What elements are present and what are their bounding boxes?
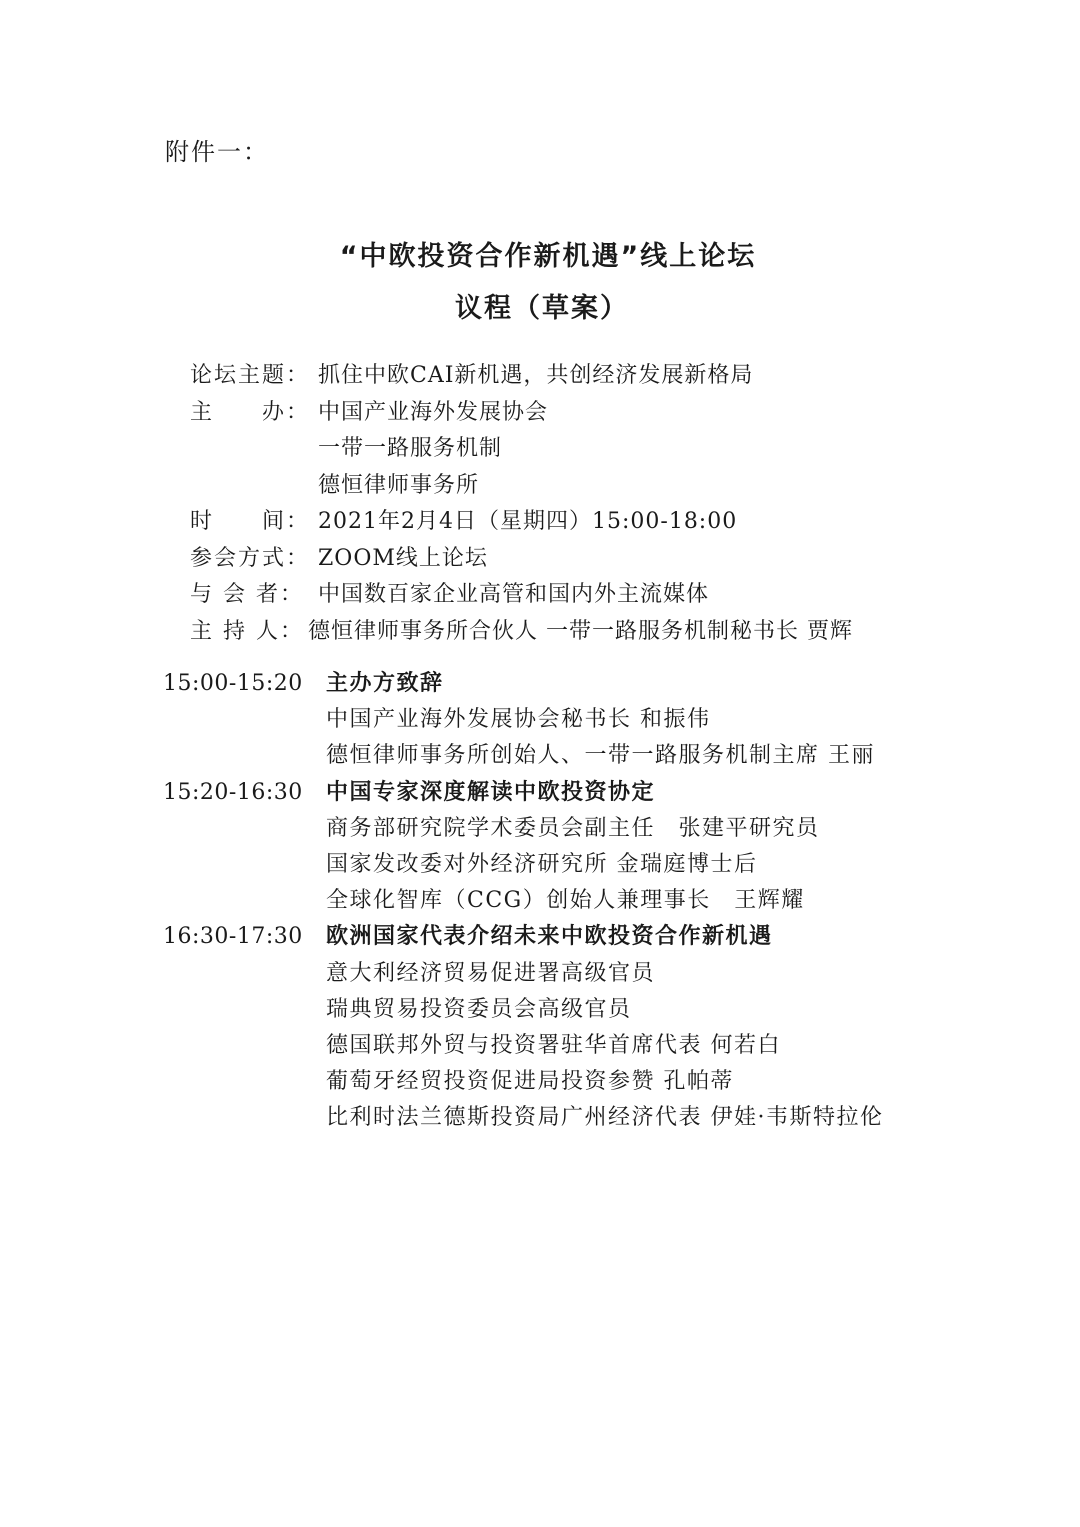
info-attendees-row: [190, 577, 853, 614]
info-host-values: [318, 395, 548, 505]
session-title: 欧洲国家代表介绍未来中欧投资合作新机遇: [326, 924, 773, 950]
info-moderator-row: [190, 614, 853, 651]
speaker-item: 比利时法兰德斯投资局广州经济代表 伊娃·韦斯特拉伦: [326, 1105, 884, 1131]
info-time-row: [190, 504, 853, 541]
speaker-item: 中国产业海外发展协会秘书长 和振伟: [326, 707, 711, 733]
speaker-item: 德恒律师事务所创始人、一带一路服务机制主席 王丽: [326, 743, 875, 769]
info-value: 德恒律师事务所合伙人 一带一路服务机制秘书长 贾辉: [308, 618, 853, 644]
speaker-item: 葡萄牙经贸投资促进局投资参赞 孔帕蒂: [326, 1069, 734, 1095]
session-header: [163, 775, 884, 811]
session-title: 中国专家深度解读中欧投资协定: [326, 779, 656, 805]
speaker-item: 意大利经济贸易促进署高级官员: [326, 960, 656, 986]
info-label: 论坛主题：: [190, 363, 311, 388]
info-host-row: [190, 395, 853, 505]
host-organization: 中国产业海外发展协会: [318, 399, 549, 425]
agenda-session: [163, 666, 884, 775]
agenda-session: [163, 919, 884, 1136]
session-time: 15:20-16:30: [163, 779, 303, 805]
info-method-row: [190, 541, 853, 578]
info-theme-row: [190, 358, 853, 395]
speaker-item: 瑞典贸易投资委员会高级官员: [326, 996, 632, 1022]
info-label: 参会方式：: [190, 545, 311, 571]
forum-title: “中欧投资合作新机遇”线上论坛: [339, 241, 757, 272]
speaker-item: 德国联邦外贸与投资署驻华首席代表 何若白: [326, 1033, 781, 1059]
session-title: 主办方致辞: [326, 671, 444, 696]
info-label: 主 办：: [190, 399, 311, 425]
speaker-item: 国家发改委对外经济研究所 金瑞庭博士后: [326, 852, 758, 878]
info-label: 与 会 者：: [190, 582, 304, 607]
forum-info: [190, 358, 853, 650]
info-value: 抓住中欧CAI新机遇，共创经济发展新格局: [318, 363, 754, 388]
agenda-subtitle: 议程（草案）: [455, 293, 629, 324]
info-label: 主 持 人：: [190, 618, 304, 644]
info-value: ZOOM线上论坛: [318, 545, 488, 571]
session-time: 16:30-17:30: [163, 924, 303, 950]
host-organization: 一带一路服务机制: [318, 436, 503, 461]
speaker-item: 商务部研究院学术委员会副主任 张建平研究员: [326, 815, 820, 841]
attachment-label: 附件一：: [165, 138, 269, 166]
session-header: [163, 919, 884, 955]
agenda-list: [163, 666, 884, 1137]
session-header: [163, 666, 884, 702]
speaker-item: 全球化智库（CCG）创始人兼理事长 王辉耀: [326, 888, 805, 914]
session-time: 15:00-15:20: [163, 671, 303, 696]
info-value: 2021年2月4日（星期四）15:00-18:00: [318, 509, 738, 534]
agenda-session: [163, 775, 884, 920]
info-label: 时 间：: [190, 509, 311, 534]
host-organization: 德恒律师事务所: [318, 472, 480, 498]
info-value: 中国数百家企业高管和国内外主流媒体: [318, 582, 710, 607]
